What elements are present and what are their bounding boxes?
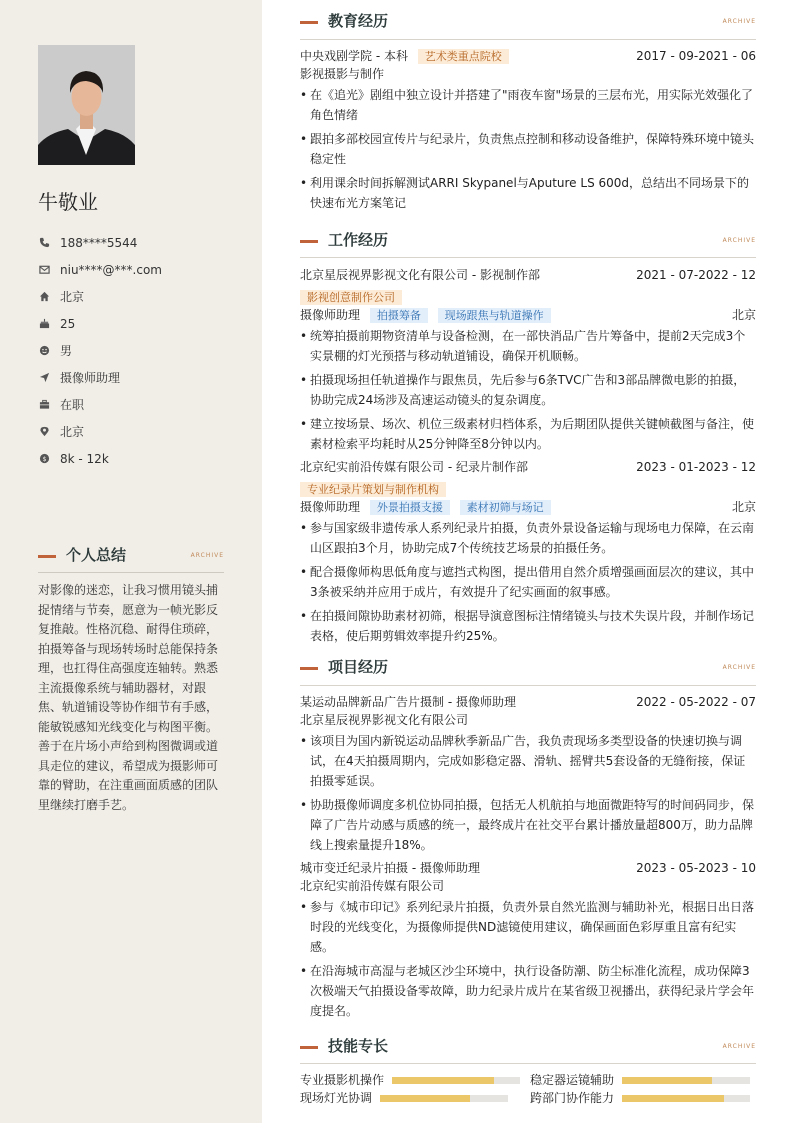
candidate-name: 牛敬业 xyxy=(38,190,98,214)
work-header xyxy=(300,229,756,269)
section-tag: ARCHIVE xyxy=(722,18,756,25)
summary-text: 对影像的迷恋，让我习惯用镜头捕捉情绪与节奏，愿意为一帧光影反复推敲。性格沉稳、耐得住琐碎，拍摄筹备与现场转场时总能保持条理，也扛得住高强度连轴转。熟悉主流摄像系统与辅助器材，对跟焦、轨道铺设等协作细节有手感，能敏锐感知光线变化与构图平衡。善于在片场小声给到构图微调或道具走位的建议，希望成为摄影师可靠的臂助，在注重画面质感的团队里继续打磨手艺。 xyxy=(38,583,219,812)
skill-fill xyxy=(622,1077,712,1084)
skills-section xyxy=(300,1035,756,1106)
summary-header xyxy=(38,544,224,568)
info-phone xyxy=(38,229,238,256)
job-badge: 专业纪录片策划与制作机构 xyxy=(300,482,446,497)
info-text: 北京 xyxy=(60,425,85,439)
mail-icon xyxy=(38,264,50,276)
money-icon xyxy=(38,453,50,465)
job-date: 2021 - 07-2022 - 12 xyxy=(636,268,756,282)
skill-track xyxy=(622,1077,750,1084)
project-org: 北京星辰视界影视文化有限公司 xyxy=(300,713,469,727)
skill-item xyxy=(530,1073,756,1088)
job-company: 北京纪实前沿传媒有限公司 - 纪录片制作部 xyxy=(300,460,528,474)
job-company: 北京星辰视界影视文化有限公司 - 影视制作部 xyxy=(300,268,540,282)
section-divider xyxy=(38,572,224,573)
job-badge: 影视创意制作公司 xyxy=(300,290,402,305)
info-email xyxy=(38,256,238,283)
profile-photo xyxy=(38,45,135,165)
section-title: 工作经历 xyxy=(328,231,389,249)
location-icon xyxy=(38,426,50,438)
section-tag: ARCHIVE xyxy=(722,237,756,244)
project-name: 城市变迁纪录片拍摄 - 摄像师助理 xyxy=(300,861,480,875)
projects-section xyxy=(300,656,756,1025)
info-position xyxy=(38,364,238,391)
skill-track xyxy=(622,1095,750,1102)
list-item: • 该项目为国内新锐运动品牌秋季新品广告，我负责现场多类型设备的快速切换与调试，在4天拍摄周期内，完成如影稳定器、滑轨、摇臂共5套设备的无缝衔接，保证拍摄零延误。 xyxy=(300,731,756,791)
list-item: • 参与《城市印记》系列纪录片拍摄，负责外景自然光监测与辅助补光，根据日出日落时段的光线变化，为摄像师提供ND滤镜使用建议，确保画面色彩厚重且富有纪实感。 xyxy=(300,897,756,957)
info-text: 北京 xyxy=(60,290,85,304)
send-icon xyxy=(38,372,50,384)
gender-icon xyxy=(38,345,50,357)
education-section xyxy=(300,10,756,217)
education-major: 影视摄影与制作 xyxy=(300,67,385,81)
skill-item xyxy=(300,1073,530,1088)
skill-fill xyxy=(380,1095,470,1102)
info-text: 8k - 12k xyxy=(60,451,109,466)
list-item: • 建立按场景、场次、机位三级素材归档体系，为后期团队提供关键帧截图与备注，使素材检索平均耗时从25分钟降至8分钟以内。 xyxy=(300,414,756,454)
section-title: 个人总结 xyxy=(66,546,127,564)
section-accent-bar xyxy=(38,555,56,558)
list-item: • 跟拍多部校园宣传片与纪录片，负责焦点控制和移动设备维护，保障特殊环境中镜头稳定性 xyxy=(300,129,756,169)
section-accent-bar xyxy=(300,667,318,670)
list-item: • 利用课余时间拆解测试ARRI Skypanel与Aputure LS 600d，总结出不同场景下的快速布光方案笔记 xyxy=(300,173,756,213)
education-header xyxy=(300,10,756,50)
education-date: 2017 - 09-2021 - 06 xyxy=(636,49,756,63)
section-divider xyxy=(300,257,756,258)
info-text: 男 xyxy=(60,344,73,358)
skill-name: 稳定器运镜辅助 xyxy=(530,1073,615,1087)
work-section xyxy=(300,229,756,650)
skill-fill xyxy=(622,1095,724,1102)
section-divider xyxy=(300,685,756,686)
section-title: 教育经历 xyxy=(328,12,389,30)
phone-icon xyxy=(38,237,50,249)
info-text: 在职 xyxy=(60,398,85,412)
job-city: 北京 xyxy=(731,308,756,322)
job-role: 摄像师助理 xyxy=(300,308,361,322)
sidebar xyxy=(0,0,262,1123)
job-entry xyxy=(300,266,756,454)
info-home xyxy=(38,283,238,310)
project-date: 2022 - 05-2022 - 07 xyxy=(636,695,756,709)
home-icon xyxy=(38,291,50,303)
svg-text:$: $ xyxy=(41,454,47,463)
project-date: 2023 - 05-2023 - 10 xyxy=(636,861,756,875)
skills-header xyxy=(300,1035,756,1075)
info-salary xyxy=(38,445,238,472)
list-item: • 在拍摄间隙协助素材初筛，根据导演意图标注情绪镜头与技术失误片段，并制作场记表格，使后期剪辑效率提升约25%。 xyxy=(300,606,756,646)
skill-track xyxy=(380,1095,508,1102)
list-item: • 统筹拍摄前期物资清单与设备检测，在一部快消品广告片筹备中，提前2天完成3个实景棚的灯光预搭与移动轨道铺设，确保开机顺畅。 xyxy=(300,326,756,366)
section-tag: ARCHIVE xyxy=(722,664,756,671)
section-accent-bar xyxy=(300,21,318,24)
list-item: • 协助摄像师调度多机位协同拍摄，包括无人机航拍与地面微距特写的时间码同步，保障了广告片动感与质感的统一，最终成片在社交平台累计播放量超800万，助力品牌线上搜索量提升18%。 xyxy=(300,795,756,855)
project-bullets xyxy=(300,897,756,1021)
info-location xyxy=(38,418,238,445)
section-divider xyxy=(300,1063,756,1064)
job-date: 2023 - 01-2023 - 12 xyxy=(636,460,756,474)
school-name: 中央戏剧学院 - 本科 xyxy=(300,49,408,63)
project-entry xyxy=(300,859,756,1021)
job-tag: 现场跟焦与轨道操作 xyxy=(438,308,551,323)
skill-name: 专业摄影机操作 xyxy=(300,1073,385,1087)
contact-info xyxy=(38,229,238,472)
project-entry xyxy=(300,693,756,855)
section-title: 技能专长 xyxy=(328,1037,389,1055)
section-title: 项目经历 xyxy=(328,658,389,676)
list-item: • 配合摄像师构思低角度与遮挡式构图，提出借用自然介质增强画面层次的建议，其中3条被采纳并应用于成片，有效提升了纪实画面的叙事感。 xyxy=(300,562,756,602)
list-item: • 在《追光》剧组中独立设计并搭建了"雨夜车窗"场景的三层布光，用实际光效强化了角色情绪 xyxy=(300,85,756,125)
job-role: 摄像师助理 xyxy=(300,500,361,514)
job-tag: 拍摄筹备 xyxy=(370,308,428,323)
section-accent-bar xyxy=(300,240,318,243)
skill-name: 跨部门协作能力 xyxy=(530,1091,615,1105)
info-gender xyxy=(38,337,238,364)
info-text: niu****@***.com xyxy=(60,262,162,277)
cake-icon xyxy=(38,318,50,330)
skills-grid xyxy=(300,1073,756,1106)
section-tag: ARCHIVE xyxy=(190,552,224,559)
skill-item xyxy=(300,1091,530,1106)
projects-header xyxy=(300,656,756,696)
job-tag: 素材初筛与场记 xyxy=(460,500,551,515)
list-item: • 在沿海城市高湿与老城区沙尘环境中，执行设备防潮、防尘标准化流程，成功保障3次极端天气拍摄设备零故障，助力纪录片成片在某省级卫视播出，获得纪录片学会年度提名。 xyxy=(300,961,756,1021)
project-org: 北京纪实前沿传媒有限公司 xyxy=(300,879,445,893)
info-status xyxy=(38,391,238,418)
skill-name: 现场灯光协调 xyxy=(300,1091,373,1105)
project-bullets xyxy=(300,731,756,855)
education-bullets xyxy=(300,85,756,213)
job-tag: 外景拍摄支援 xyxy=(370,500,450,515)
skill-track xyxy=(392,1077,520,1084)
summary-section xyxy=(38,544,224,815)
list-item: • 参与国家级非遗传承人系列纪录片拍摄，负责外景设备运输与现场电力保障，在云南山区跟拍3个月，协助完成7个传统技艺场景的拍摄任务。 xyxy=(300,518,756,558)
info-text: 摄像师助理 xyxy=(60,371,121,385)
section-tag: ARCHIVE xyxy=(722,1043,756,1050)
info-age xyxy=(38,310,238,337)
briefcase-icon xyxy=(38,399,50,411)
skill-fill xyxy=(392,1077,494,1084)
list-item: • 拍摄现场担任轨道操作与跟焦员，先后参与6条TVC广告和3部品牌微电影的拍摄，协助完成24场涉及高速运动镜头的复杂调度。 xyxy=(300,370,756,410)
school-badge: 艺术类重点院校 xyxy=(418,49,509,64)
job-entry xyxy=(300,458,756,646)
project-name: 某运动品牌新品广告片摄制 - 摄像师助理 xyxy=(300,695,516,709)
info-text: 25 xyxy=(60,316,76,331)
section-divider xyxy=(300,39,756,40)
job-bullets xyxy=(300,326,756,454)
job-city: 北京 xyxy=(731,500,756,514)
info-text: 188****5544 xyxy=(60,235,138,250)
job-bullets xyxy=(300,518,756,646)
section-accent-bar xyxy=(300,1046,318,1049)
skill-item xyxy=(530,1091,756,1106)
